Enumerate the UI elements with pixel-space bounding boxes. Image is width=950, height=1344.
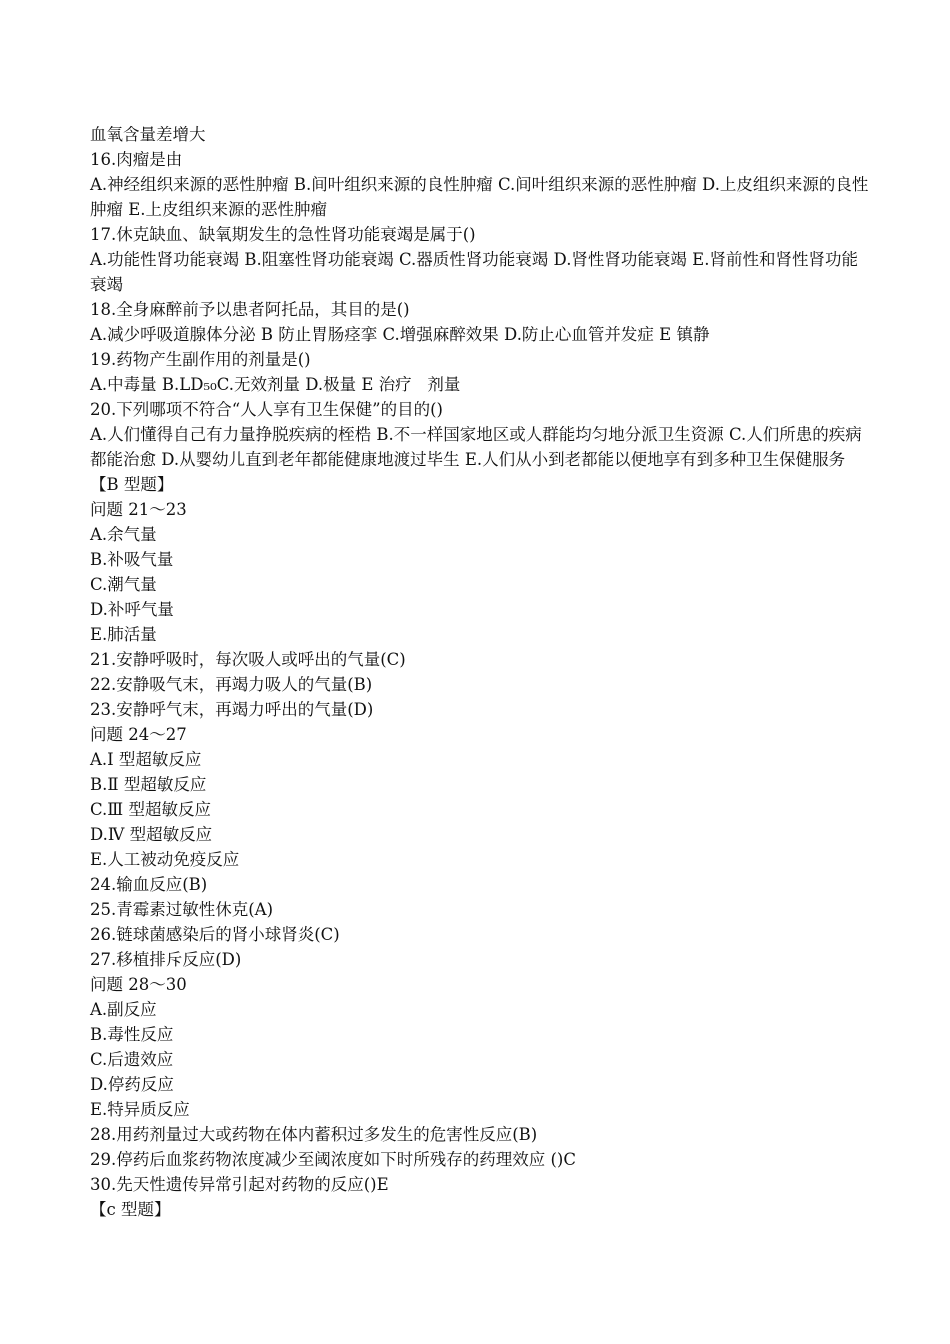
option-item: C.Ⅲ 型超敏反应 [90,800,211,819]
option-item: A.I 型超敏反应 [90,750,202,769]
question-22: 22.安静吸气末，再竭力吸人的气量(B) [90,675,373,694]
group-heading-21-23: 问题 21～23 [90,500,187,519]
section-heading-b: 【B 型题】 [90,475,174,494]
question-16: 16.肉瘤是由 [90,150,183,169]
text-line: 血氧含量差增大 [90,125,206,144]
question-24: 24.输血反应(B) [90,875,208,894]
question-20: 20.下列哪项不符合“人人享有卫生保健”的目的() [90,400,443,419]
option-item: A.余气量 [90,525,157,544]
section-heading-c: 【c 型题】 [90,1200,171,1219]
option-item: D.补呼气量 [90,600,174,619]
question-30: 30.先天性遗传异常引起对药物的反应()E [90,1175,389,1194]
question-19: 19.药物产生副作用的剂量是() [90,350,311,369]
option-item: E.特异质反应 [90,1100,190,1119]
question-17: 17.休克缺血、缺氧期发生的急性肾功能衰竭是属于() [90,225,476,244]
question-25: 25.青霉素过敏性休克(A) [90,900,274,919]
option-item: C.后遗效应 [90,1050,174,1069]
question-21: 21.安静呼吸时，每次吸人或呼出的气量(C) [90,650,406,669]
option-item: A.副反应 [90,1000,157,1019]
option-item: D.停药反应 [90,1075,174,1094]
question-27: 27.移植排斥反应(D) [90,950,242,969]
option-item: B.毒性反应 [90,1025,174,1044]
group-heading-28-30: 问题 28～30 [90,975,187,994]
options-17: A.功能性肾功能衰竭 B.阻塞性肾功能衰竭 C.器质性肾功能衰竭 D.肾性肾功能衰竭 E.肾前性和肾性肾功能衰竭 [90,250,858,294]
options-18: A.减少呼吸道腺体分泌 B 防止胃肠痉挛 C.增强麻醉效果 D.防止心血管并发症 E 镇静 [90,325,710,344]
options-16: A.神经组织来源的恶性肿瘤 B.间叶组织来源的良性肿瘤 C.间叶组织来源的恶性肿瘤 D.上皮组织来源的良性肿瘤 E.上皮组织来源的恶性肿瘤 [90,175,869,219]
group-heading-24-27: 问题 24～27 [90,725,187,744]
question-28: 28.用药剂量过大或药物在体内蓄积过多发生的危害性反应(B) [90,1125,538,1144]
question-26: 26.链球菌感染后的肾小球肾炎(C) [90,925,340,944]
option-item: D.Ⅳ 型超敏反应 [90,825,213,844]
option-item: E.肺活量 [90,625,157,644]
options-19: A.中毒量 B.LD₅₀C.无效剂量 D.极量 E 治疗 剂量 [90,375,461,394]
option-item: B.补吸气量 [90,550,174,569]
document-page [90,122,870,1222]
options-20: A.人们懂得自己有力量挣脱疾病的桎梏 B.不一样国家地区或人群能均匀地分派卫生资源 C.人们所患的疾病都能治愈 D.从婴幼儿直到老年都能健康地渡过毕生 E.人们从小到老都能以便地享有到多种卫生保健服务 [90,425,862,469]
question-18: 18.全身麻醉前予以患者阿托品，其目的是() [90,300,410,319]
question-29: 29.停药后血浆药物浓度减少至阈浓度如下时所残存的药理效应 ()C [90,1150,576,1169]
option-item: E.人工被动免疫反应 [90,850,240,869]
option-item: B.Ⅱ 型超敏反应 [90,775,207,794]
question-23: 23.安静呼气末，再竭力呼出的气量(D) [90,700,374,719]
option-item: C.潮气量 [90,575,157,594]
